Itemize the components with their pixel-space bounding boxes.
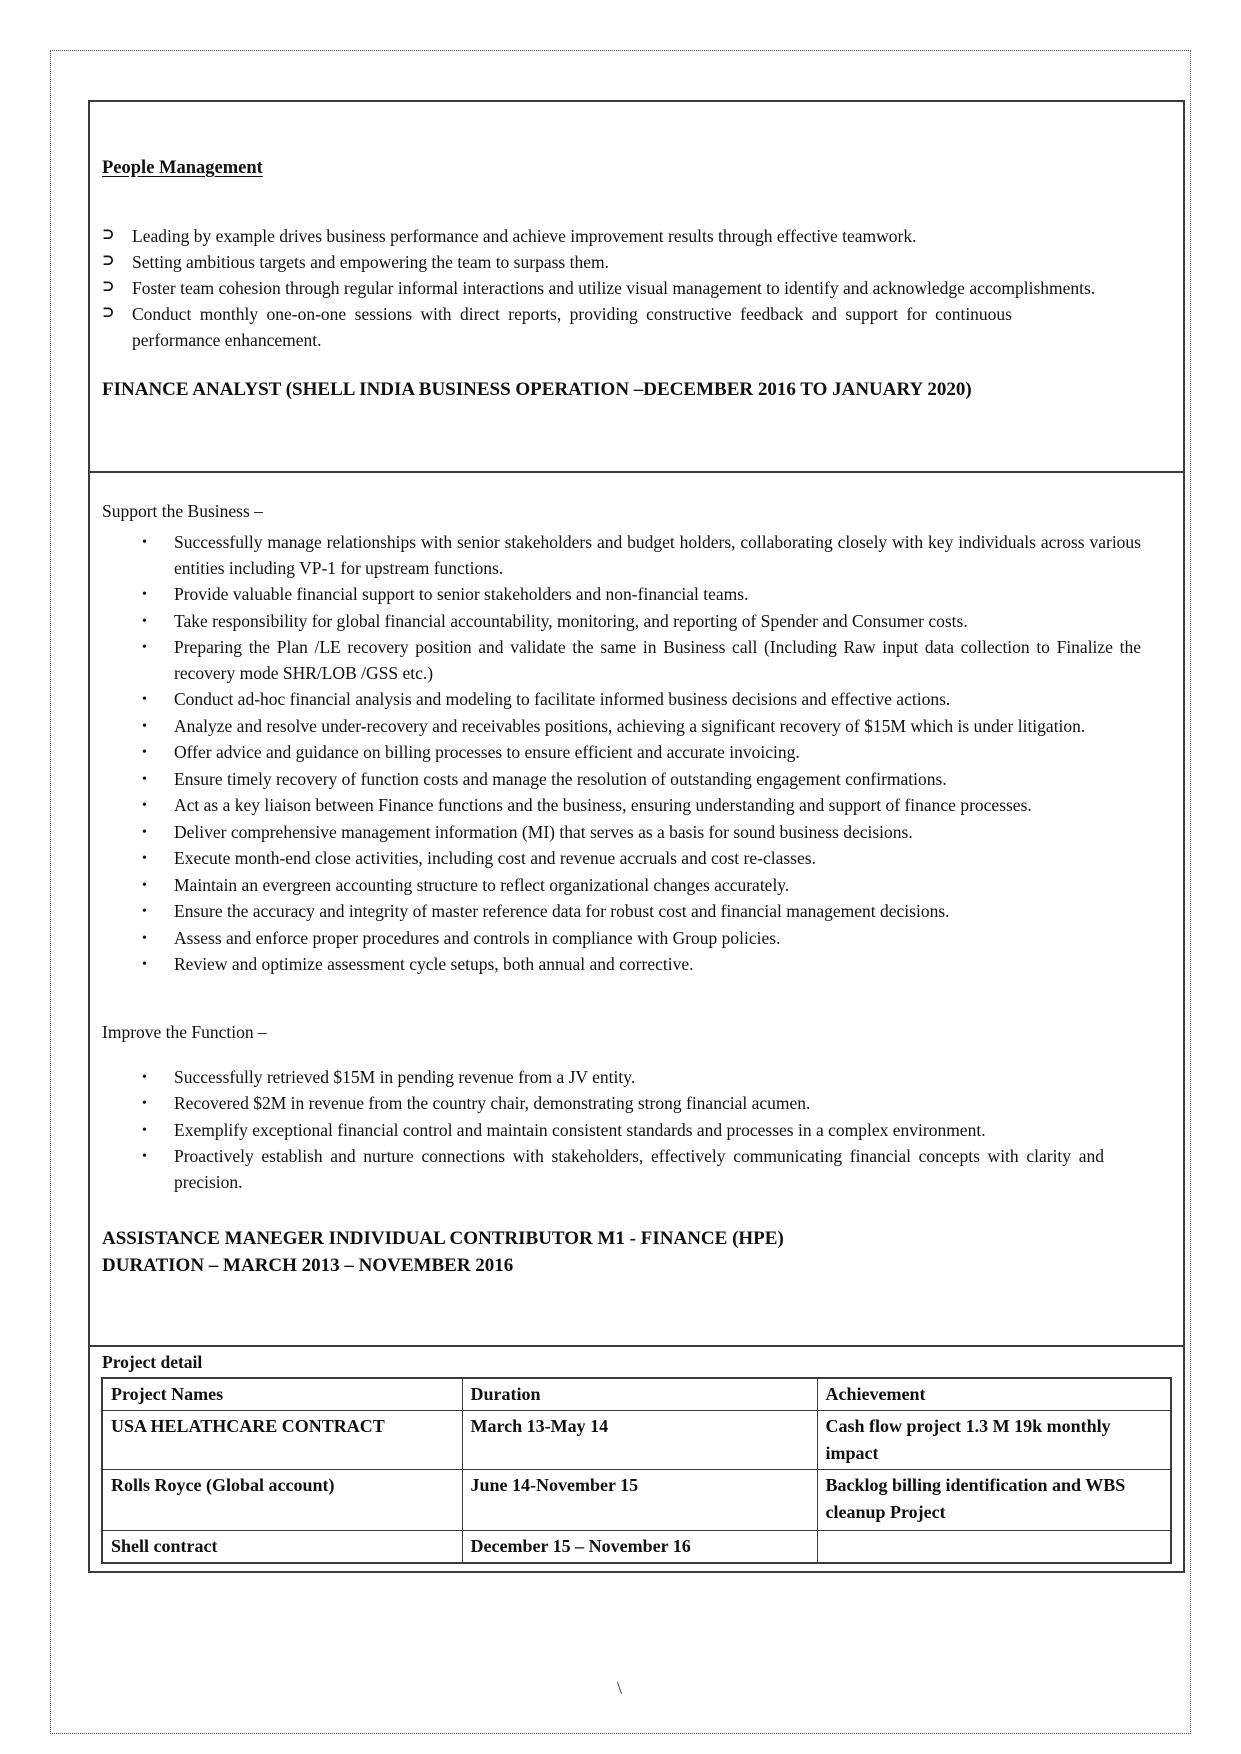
bullet-text: Review and optimize assessment cycle setups, both annual and corrective. xyxy=(174,954,694,974)
bullet-text: Conduct ad-hoc financial analysis and modeling to facilitate informed business decisions and effective actions. xyxy=(174,689,951,709)
people-bullet-list xyxy=(102,223,1157,353)
dot-bullet-icon: • xyxy=(142,587,147,602)
table-cell-project-name: Shell contract xyxy=(102,1531,462,1564)
dot-bullet-icon: • xyxy=(142,904,147,919)
list-item xyxy=(142,793,1141,819)
table-cell-achievement: Cash flow project 1.3 M 19k monthly impact xyxy=(817,1411,1171,1470)
bullet-text: Preparing the Plan /LE recovery position and validate the same in Business call (Including Raw input data collection to Finalize the recovery mode SHR/LOB /GSS etc.) xyxy=(174,637,1141,683)
improve-bullet-list xyxy=(142,1065,1141,1196)
dot-bullet-icon: • xyxy=(142,640,147,655)
bullet-text: Offer advice and guidance on billing processes to ensure efficient and accurate invoicing. xyxy=(174,742,800,762)
heading-assistance-manager xyxy=(102,1225,1161,1279)
list-item xyxy=(142,530,1141,581)
table-header-cell: Project Names xyxy=(102,1378,462,1411)
list-item xyxy=(102,301,1157,353)
arrow-bullet-icon: ⊃ xyxy=(102,253,115,269)
dot-bullet-icon: • xyxy=(142,718,147,734)
table-cell-duration: June 14-November 15 xyxy=(462,1470,817,1531)
list-item xyxy=(142,1118,1141,1144)
dot-bullet-icon: • xyxy=(142,1096,147,1111)
list-item xyxy=(142,582,1141,608)
bullet-text: Successfully manage relationships with senior stakeholders and budget holders, collaborating closely with key individuals across various entities including VP-1 for upstream functions. xyxy=(174,532,1141,578)
bullet-text: Ensure timely recovery of function costs and manage the resolution of outstanding engagement confirmations. xyxy=(174,768,947,789)
dot-bullet-icon: • xyxy=(142,877,147,893)
assistance-title-line: ASSISTANCE MANEGER INDIVIDUAL CONTRIBUTOR M1 - FINANCE (HPE) xyxy=(102,1228,784,1249)
table-header-row xyxy=(102,1378,1171,1411)
empty-divider-row xyxy=(90,1317,1183,1347)
bullet-text: Setting ambitious targets and empowering the team to surpass them. xyxy=(132,252,609,272)
dot-bullet-icon: • xyxy=(142,771,147,787)
bullet-text: Analyze and resolve under-recovery and receivables positions, achieving a significant recovery of $15M which is under litigation. xyxy=(174,715,1086,736)
dot-bullet-icon: • xyxy=(142,535,147,550)
dot-bullet-icon: • xyxy=(142,1122,147,1138)
table-cell-achievement xyxy=(817,1531,1171,1564)
list-item xyxy=(142,1144,1141,1195)
dot-bullet-icon: • xyxy=(142,613,147,629)
dot-bullet-icon: • xyxy=(142,957,147,972)
subheading-support-business: Support the Business – xyxy=(102,501,263,521)
bullet-text: Maintain an evergreen accounting structure to reflect organizational changes accurately. xyxy=(174,874,790,895)
arrow-bullet-icon: ⊃ xyxy=(102,305,115,321)
list-item xyxy=(142,926,1141,952)
dot-bullet-icon: • xyxy=(142,851,147,866)
bullet-text: Assess and enforce proper procedures and controls in compliance with Group policies. xyxy=(174,927,781,948)
table-row xyxy=(102,1531,1171,1564)
list-item xyxy=(142,846,1141,872)
table-cell-duration: December 15 – November 16 xyxy=(462,1531,817,1564)
footer-backslash-mark: \ xyxy=(617,1678,623,1698)
list-item xyxy=(102,249,1157,275)
bullet-text: Proactively establish and nurture connections with stakeholders, effectively communicating financial concepts with clarity and precision. xyxy=(174,1146,1104,1192)
dot-bullet-icon: • xyxy=(142,1069,147,1085)
section-finance-analyst-detail xyxy=(90,473,1183,1317)
bullet-text: Foster team cohesion through regular informal interactions and utilize visual management to identify and acknowledge accomplishments. xyxy=(132,278,1096,298)
bullet-text: Provide valuable financial support to senior stakeholders and non-financial teams. xyxy=(174,584,749,604)
list-item xyxy=(142,1091,1141,1117)
projects-table xyxy=(101,1377,1172,1564)
list-item xyxy=(142,714,1141,740)
bullet-text: Ensure the accuracy and integrity of master reference data for robust cost and financial management decisions. xyxy=(174,901,950,921)
table-header-cell: Duration xyxy=(462,1378,817,1411)
bullet-text: Recovered $2M in revenue from the country chair, demonstrating strong financial acumen. xyxy=(174,1093,811,1113)
table-cell-achievement: Backlog billing identification and WBS cleanup Project xyxy=(817,1470,1171,1531)
table-row xyxy=(102,1470,1171,1531)
list-item xyxy=(142,1065,1141,1091)
list-item xyxy=(142,767,1141,793)
list-item xyxy=(142,635,1141,686)
dot-bullet-icon: • xyxy=(142,745,147,760)
table-cell-project-name: USA HELATHCARE CONTRACT xyxy=(102,1411,462,1470)
dot-bullet-icon: • xyxy=(142,798,147,813)
table-cell-project-name: Rolls Royce (Global account) xyxy=(102,1470,462,1531)
list-item xyxy=(142,899,1141,925)
support-bullet-list xyxy=(142,530,1141,978)
heading-people-management: People Management xyxy=(102,158,263,178)
list-item xyxy=(142,952,1141,978)
dot-bullet-icon: • xyxy=(142,692,147,707)
bullet-text: Take responsibility for global financial accountability, monitoring, and reporting of Spender and Consumer costs. xyxy=(174,610,968,631)
list-item xyxy=(102,275,1157,301)
bullet-text: Exemplify exceptional financial control and maintain consistent standards and processes in a complex environment. xyxy=(174,1119,986,1140)
list-item xyxy=(142,687,1141,713)
list-item xyxy=(102,223,1157,249)
bullet-text: Deliver comprehensive management information (MI) that serves as a basis for sound business decisions. xyxy=(174,821,913,842)
dot-bullet-icon: • xyxy=(142,824,147,840)
bullet-text: Successfully retrieved $15M in pending revenue from a JV entity. xyxy=(174,1066,636,1087)
list-item xyxy=(142,740,1141,766)
bullet-text: Execute month-end close activities, including cost and revenue accruals and cost re-classes. xyxy=(174,848,816,868)
dot-bullet-icon: • xyxy=(142,930,147,946)
dot-bullet-icon: • xyxy=(142,1149,147,1164)
arrow-bullet-icon: ⊃ xyxy=(102,227,115,243)
project-detail-label: Project detail xyxy=(102,1352,203,1372)
arrow-bullet-icon: ⊃ xyxy=(102,279,115,295)
heading-finance-analyst: FINANCE ANALYST (SHELL INDIA BUSINESS OPERATION –DECEMBER 2016 TO JANUARY 2020) xyxy=(102,379,972,400)
bullet-text: Leading by example drives business performance and achieve improvement results through effective teamwork. xyxy=(132,226,917,246)
subheading-improve-function: Improve the Function – xyxy=(102,1021,267,1042)
table-cell-duration: March 13-May 14 xyxy=(462,1411,817,1470)
assistance-duration-line: DURATION – MARCH 2013 – NOVEMBER 2016 xyxy=(102,1255,514,1276)
bullet-text: Act as a key liaison between Finance functions and the business, ensuring understanding and support of finance processes. xyxy=(174,795,1032,815)
table-row xyxy=(102,1411,1171,1470)
table-header-cell: Achievement xyxy=(817,1378,1171,1411)
bullet-text: Conduct monthly one-on-one sessions with direct reports, providing constructive feedback and support for continuous performance enhancement. xyxy=(132,304,1012,350)
list-item xyxy=(142,820,1141,846)
section-people-management xyxy=(90,102,1183,473)
content-box xyxy=(88,100,1185,1573)
list-item xyxy=(142,873,1141,899)
list-item xyxy=(142,609,1141,635)
section-project-detail xyxy=(90,1347,1183,1564)
